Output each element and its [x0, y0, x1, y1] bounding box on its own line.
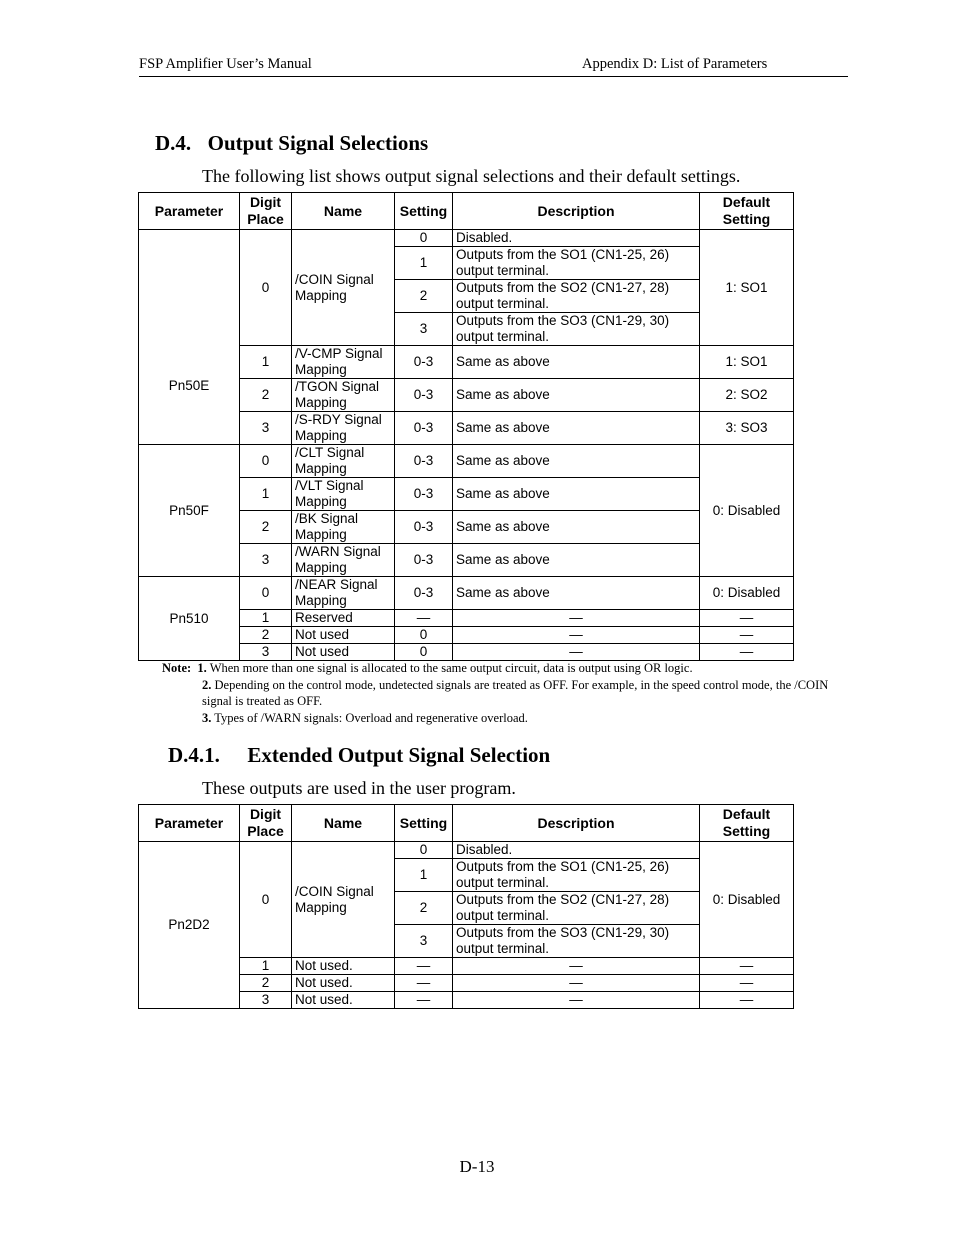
- description-cell: Disabled.: [453, 230, 700, 247]
- note-3-text: Types of /WARN signals: Overload and regenerative overload.: [214, 710, 528, 725]
- table-notes: [162, 660, 852, 726]
- digit-cell: 1: [240, 958, 292, 975]
- default-cell: 0: Disabled: [700, 445, 794, 577]
- col-setting: Setting: [395, 805, 453, 842]
- setting-cell: 0: [395, 842, 453, 859]
- table-header-row: [139, 805, 794, 842]
- section-heading: [155, 131, 428, 156]
- digit-cell: 0: [240, 577, 292, 610]
- name-cell: Not used: [292, 627, 395, 644]
- table-row: [139, 445, 794, 478]
- setting-cell: 0-3: [395, 577, 453, 610]
- digit-cell: 3: [240, 544, 292, 577]
- col-name: Name: [292, 193, 395, 230]
- note-3: [162, 710, 852, 727]
- name-cell: Reserved: [292, 610, 395, 627]
- col-name: Name: [292, 805, 395, 842]
- description-cell: Same as above: [453, 544, 700, 577]
- col-default: Default Setting: [700, 805, 794, 842]
- setting-cell: 2: [395, 280, 453, 313]
- section-number: D.4.: [155, 131, 192, 155]
- setting-cell: 0-3: [395, 544, 453, 577]
- name-cell: Not used.: [292, 992, 395, 1009]
- setting-cell: —: [395, 958, 453, 975]
- name-cell: Not used.: [292, 958, 395, 975]
- table-row: [139, 230, 794, 247]
- table-row: [139, 577, 794, 610]
- output-signal-table: [138, 192, 794, 661]
- subsection-heading: [168, 743, 550, 768]
- col-parameter: Parameter: [139, 193, 240, 230]
- table-row: [139, 842, 794, 859]
- col-default: Default Setting: [700, 193, 794, 230]
- setting-cell: 0-3: [395, 511, 453, 544]
- setting-cell: —: [395, 992, 453, 1009]
- name-cell: /V-CMP Signal Mapping: [292, 346, 395, 379]
- name-cell: /WARN Signal Mapping: [292, 544, 395, 577]
- default-cell: —: [700, 958, 794, 975]
- default-cell: —: [700, 992, 794, 1009]
- subsection-intro: These outputs are used in the user program.: [202, 778, 516, 798]
- subsection-title: Extended Output Signal Selection: [247, 743, 551, 767]
- default-cell: 2: SO2: [700, 379, 794, 412]
- col-digit-place: Digit Place: [240, 193, 292, 230]
- digit-cell: 2: [240, 975, 292, 992]
- digit-cell: 1: [240, 610, 292, 627]
- name-cell: /TGON Signal Mapping: [292, 379, 395, 412]
- default-cell: 1: SO1: [700, 230, 794, 346]
- col-description: Description: [453, 805, 700, 842]
- note-1-number: 1.: [197, 661, 207, 675]
- page-number: D-13: [459, 1157, 495, 1176]
- description-cell: —: [453, 644, 700, 661]
- parameter-cell: Pn510: [139, 577, 240, 661]
- description-cell: —: [453, 992, 700, 1009]
- description-cell: Disabled.: [453, 842, 700, 859]
- description-cell: Outputs from the SO2 (CN1-27, 28) output terminal.: [453, 280, 700, 313]
- parameter-cell: Pn50E: [139, 230, 240, 445]
- name-cell: /BK Signal Mapping: [292, 511, 395, 544]
- digit-cell: 1: [240, 478, 292, 511]
- default-cell: 0: Disabled: [700, 842, 794, 958]
- digit-cell: 0: [240, 230, 292, 346]
- name-cell: /COIN Signal Mapping: [292, 842, 395, 958]
- setting-cell: 0-3: [395, 445, 453, 478]
- default-cell: 1: SO1: [700, 346, 794, 379]
- page-header: [139, 56, 848, 77]
- header-manual-title: FSP Amplifier User’s Manual: [139, 56, 312, 72]
- header-appendix-title: Appendix D: List of Parameters: [582, 56, 768, 72]
- name-cell: /VLT Signal Mapping: [292, 478, 395, 511]
- note-2: [162, 677, 852, 710]
- digit-cell: 2: [240, 627, 292, 644]
- default-cell: —: [700, 627, 794, 644]
- description-cell: Same as above: [453, 511, 700, 544]
- setting-cell: 0: [395, 644, 453, 661]
- description-cell: —: [453, 958, 700, 975]
- description-cell: Same as above: [453, 346, 700, 379]
- description-cell: Outputs from the SO3 (CN1-29, 30) output terminal.: [453, 313, 700, 346]
- description-cell: Outputs from the SO2 (CN1-27, 28) output terminal.: [453, 892, 700, 925]
- note-label: Note:: [162, 661, 192, 675]
- parameter-cell: Pn2D2: [139, 842, 240, 1009]
- digit-cell: 3: [240, 992, 292, 1009]
- extended-output-signal-table: [138, 804, 794, 1009]
- digit-cell: 0: [240, 842, 292, 958]
- setting-cell: 3: [395, 313, 453, 346]
- name-cell: Not used: [292, 644, 395, 661]
- setting-cell: 0: [395, 230, 453, 247]
- setting-cell: 0-3: [395, 346, 453, 379]
- digit-cell: 3: [240, 412, 292, 445]
- setting-cell: 3: [395, 925, 453, 958]
- setting-cell: 1: [395, 859, 453, 892]
- digit-cell: 0: [240, 445, 292, 478]
- name-cell: /CLT Signal Mapping: [292, 445, 395, 478]
- description-cell: Same as above: [453, 412, 700, 445]
- table-header-row: [139, 193, 794, 230]
- description-cell: —: [453, 610, 700, 627]
- note-1: [162, 660, 852, 677]
- description-cell: Outputs from the SO3 (CN1-29, 30) output terminal.: [453, 925, 700, 958]
- col-digit-place: Digit Place: [240, 805, 292, 842]
- setting-cell: 0-3: [395, 412, 453, 445]
- setting-cell: 0-3: [395, 478, 453, 511]
- default-cell: 3: SO3: [700, 412, 794, 445]
- default-cell: —: [700, 610, 794, 627]
- col-setting: Setting: [395, 193, 453, 230]
- setting-cell: —: [395, 610, 453, 627]
- parameter-cell: Pn50F: [139, 445, 240, 577]
- description-cell: —: [453, 627, 700, 644]
- setting-cell: 2: [395, 892, 453, 925]
- setting-cell: 0: [395, 627, 453, 644]
- col-description: Description: [453, 193, 700, 230]
- name-cell: Not used.: [292, 975, 395, 992]
- section-intro: The following list shows output signal selections and their default settings.: [202, 166, 741, 186]
- default-cell: —: [700, 975, 794, 992]
- section-title: Output Signal Selections: [207, 131, 429, 155]
- name-cell: /S-RDY Signal Mapping: [292, 412, 395, 445]
- default-cell: —: [700, 644, 794, 661]
- digit-cell: 2: [240, 511, 292, 544]
- default-cell: 0: Disabled: [700, 577, 794, 610]
- setting-cell: —: [395, 975, 453, 992]
- description-cell: Same as above: [453, 445, 700, 478]
- digit-cell: 3: [240, 644, 292, 661]
- description-cell: Same as above: [453, 577, 700, 610]
- description-cell: Same as above: [453, 379, 700, 412]
- note-1-text: When more than one signal is allocated to the same output circuit, data is output using OR logic.: [209, 661, 693, 675]
- setting-cell: 1: [395, 247, 453, 280]
- name-cell: /COIN Signal Mapping: [292, 230, 395, 346]
- col-parameter: Parameter: [139, 805, 240, 842]
- subsection-number: D.4.1.: [168, 743, 220, 767]
- note-2-number: 2.: [202, 677, 212, 692]
- name-cell: /NEAR Signal Mapping: [292, 577, 395, 610]
- description-cell: Outputs from the SO1 (CN1-25, 26) output terminal.: [453, 859, 700, 892]
- digit-cell: 1: [240, 346, 292, 379]
- description-cell: Same as above: [453, 478, 700, 511]
- setting-cell: 0-3: [395, 379, 453, 412]
- note-2-text: Depending on the control mode, undetected signals are treated as OFF. For example, in the speed control mode, the /COIN signal is treated as OFF.: [202, 677, 829, 708]
- description-cell: Outputs from the SO1 (CN1-25, 26) output terminal.: [453, 247, 700, 280]
- digit-cell: 2: [240, 379, 292, 412]
- note-3-number: 3.: [202, 710, 212, 725]
- description-cell: —: [453, 975, 700, 992]
